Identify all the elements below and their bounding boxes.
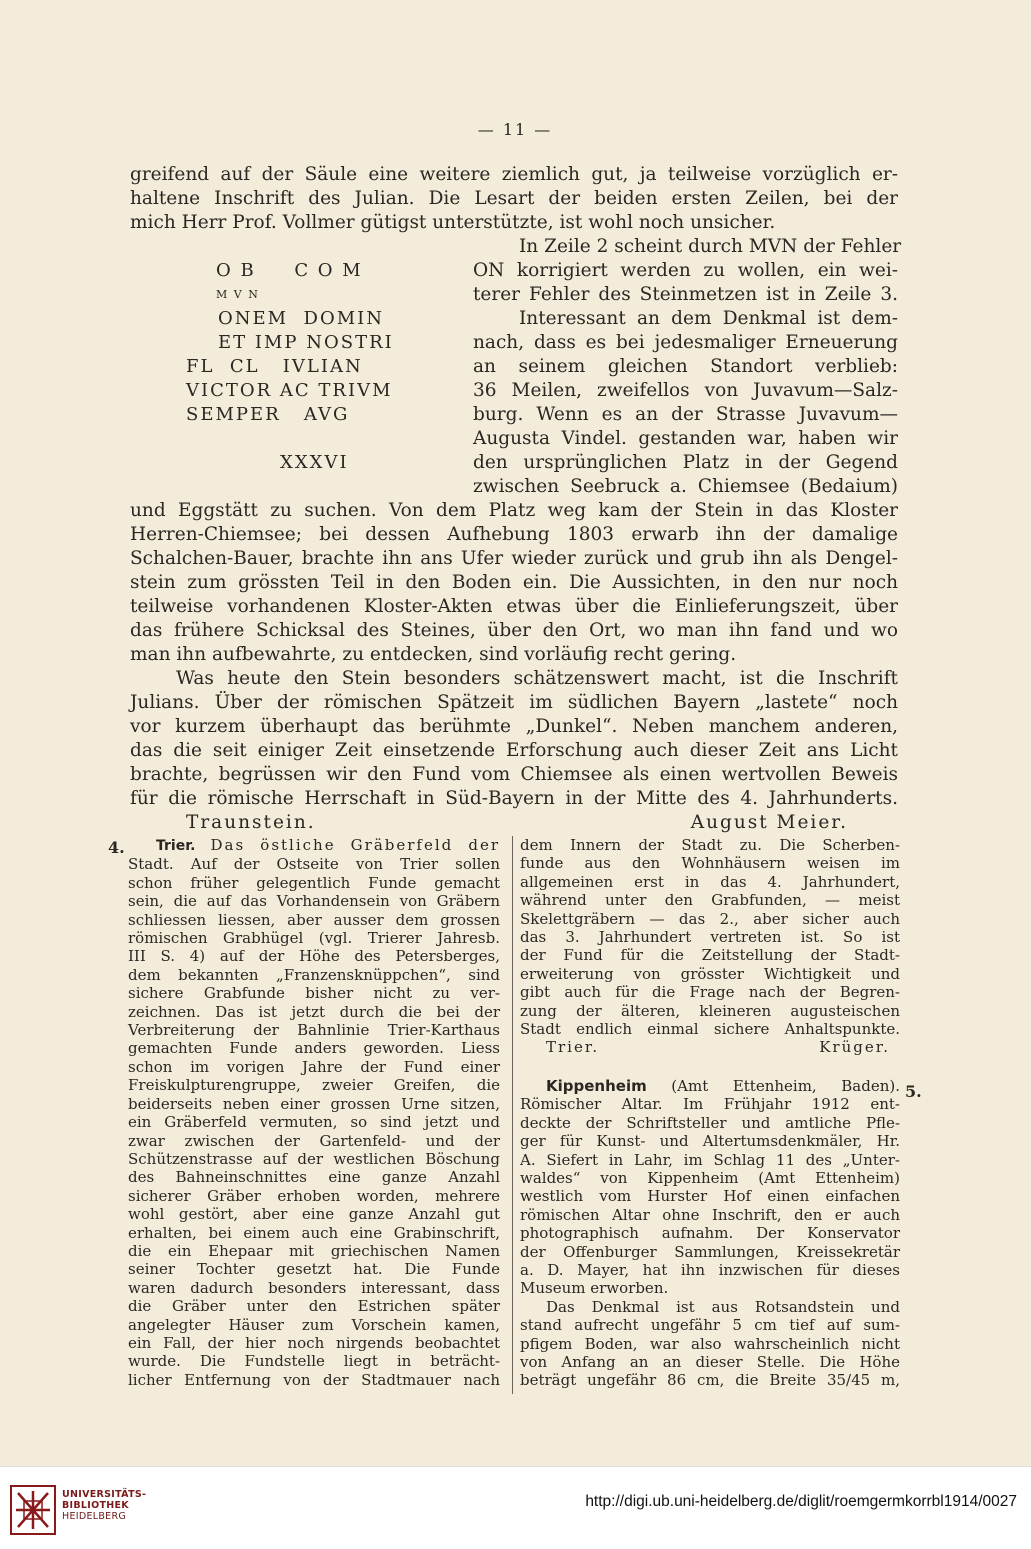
text-line: Freiskulpturengruppe, zweier Greifen, die (128, 1076, 500, 1095)
signature-author: August Meier. (690, 812, 848, 833)
text-line: Julians. Über der römischen Spätzeit im südlichen Bayern „lastete“ noch (130, 692, 898, 713)
article-5-heading: Kippenheim (546, 1076, 647, 1095)
inscription-line: M V N (216, 288, 260, 301)
signature-line (130, 811, 898, 835)
text-line: stein zum grössten Teil in den Boden ein. Die Aussichten, in den nur noch (130, 572, 898, 593)
library-name-line: HEIDELBERG (62, 1511, 127, 1522)
text-line: ein Gräberfeld vermuten, so sind jetzt und (128, 1113, 500, 1132)
text-line: III S. 4) auf der Höhe des Petersberges, (128, 947, 500, 966)
inscription-line: SEMPER AVG (186, 404, 350, 425)
article-5-location: (Amt Ettenheim, Baden). (646, 1076, 900, 1095)
text-line: greifend auf der Säule eine weitere ziemlich gut, ja teilweise vorzüglich er- (130, 164, 898, 185)
inscription-line: VICTOR AC TRIVM (186, 380, 393, 401)
text-line: Interessant an dem Denkmal ist dem- (519, 308, 898, 329)
inscription-commentary (473, 235, 902, 499)
signature-place: Traunstein. (186, 812, 316, 833)
text-line: man ihn aufbewahrte, zu entdecken, sind vorläufig recht gering. (130, 644, 737, 665)
text-line: römischen Altar ohne Inschrift, den er auch (520, 1205, 900, 1224)
article-number-4: 4. (108, 838, 125, 857)
text-line: haltene Inschrift des Julian. Die Lesart der beiden ersten Zeilen, bei der (130, 188, 898, 209)
text-line: gibt auch für die Frage nach der Begren- (520, 983, 900, 1002)
text-line: nach, dass es bei jedesmaliger Erneuerung (473, 332, 898, 353)
library-name-line: BIBLIOTHEK (62, 1500, 129, 1511)
text-line: Was heute den Stein besonders schätzenswert macht, ist die Inschrift (176, 668, 898, 689)
text-line: zwischen Seebruck a. Chiemsee (Bedaium) (473, 476, 898, 497)
text-line: Verbreiterung der Bahnlinie Trier-Karthaus (128, 1021, 500, 1040)
body-paragraph-2 (130, 667, 898, 811)
inscription-line: FL CL IVLIAN (186, 356, 363, 377)
text-line: ger für Kunst- und Altertumsdenkmäler, Hr. (520, 1132, 900, 1151)
text-line: Skelettgräbern — das 2., aber sicher auch (520, 909, 900, 928)
text-line: von Anfang an an dieser Stelle. Die Höhe (520, 1352, 900, 1371)
text-line: beträgt ungefähr 86 cm, die Breite 35/45 m, (520, 1371, 900, 1390)
inscription-line (130, 427, 473, 451)
column-divider (512, 836, 513, 1394)
text-line: schon früher gelegentlich Funde gemacht (128, 873, 500, 892)
library-name-line: UNIVERSITÄTS- (62, 1489, 147, 1500)
text-line: ein Fall, der hier noch nirgends beobachtet (128, 1333, 500, 1352)
text-line: schliessen liessen, aber ausser dem grossen (128, 910, 500, 929)
article-5-heading-line (520, 1077, 900, 1095)
two-column-section (128, 836, 900, 1394)
text-line: A. Siefert in Lahr, im Schlag 11 des „Unter- (520, 1150, 900, 1169)
signature-place: Trier. (546, 1038, 600, 1057)
text-line: Das östliche Gräberfeld der (195, 836, 500, 854)
text-line: beiderseits neben einer grossen Urne sitzen, (128, 1094, 500, 1113)
text-line: photographisch aufnahm. Der Konservator (520, 1224, 900, 1243)
text-line: das die seit einiger Zeit einsetzende Erforschung auch dieser Zeit ans Licht (130, 740, 898, 761)
text-line: waren dadurch besonders interessant, dass (128, 1278, 500, 1297)
inscription-line: ET IMP NOSTRI (218, 332, 394, 353)
text-line: Stadt endlich einmal sichere Anhaltspunkte. (520, 1020, 900, 1039)
text-line: Augusta Vindel. gestanden war, haben wir (473, 428, 898, 449)
signature-line-2 (520, 1038, 900, 1056)
intro-paragraph (130, 163, 898, 235)
text-line: und Eggstätt zu suchen. Von dem Platz weg kam der Stein in das Kloster (130, 500, 898, 521)
text-line: wurde. Die Fundstelle liegt in beträcht- (128, 1352, 500, 1371)
inscription-line: ONEM DOMIN (218, 308, 384, 329)
text-line: dem Innern der Stadt zu. Die Scherben- (520, 836, 900, 854)
footer-bar (0, 1466, 1031, 1549)
text-line: vor kurzem überhaupt das berühmte „Dunkel“. Neben manchem anderen, (130, 716, 898, 737)
text-line: deckte der Schriftsteller und amtliche Pfle- (520, 1113, 900, 1132)
text-line: zeichnen. Das ist jetzt durch die bei der (128, 1002, 500, 1021)
text-line: teilweise vorhandenen Kloster-Akten etwas über die Einlieferungszeit, über (130, 596, 898, 617)
inscription-line: XXXVI (280, 452, 349, 473)
text-line: der Offenburger Sammlungen, Kreissekretär (520, 1242, 900, 1261)
text-line: an seinem gleichen Standort verblieb: (473, 356, 898, 377)
university-seal-icon (10, 1485, 56, 1535)
upper-article (130, 163, 902, 835)
text-line: 36 Meilen, zweifellos von Juvavum—Salz- (473, 380, 898, 401)
inscription-text (130, 235, 473, 499)
page-number: — 11 — (477, 120, 553, 139)
text-line: sein, die auf das Vorhandensein von Gräbern (128, 892, 500, 911)
inscription-block (130, 235, 902, 499)
text-line: allgemeinen erst in das 4. Jahrhundert, (520, 872, 900, 891)
text-line: schon im vorigen Jahre der Fund einer (128, 1057, 500, 1076)
text-line: Schalchen-Bauer, brachte ihn ans Ufer wieder zurück und grub ihn als Dengel- (130, 548, 898, 569)
text-line: sicherer Gräber erhoben worden, mehrere (128, 1186, 500, 1205)
text-line: mich Herr Prof. Vollmer gütigst unterstützte, ist wohl noch unsicher. (130, 212, 776, 233)
text-line: während unter den Grabfunden, — meist (520, 891, 900, 910)
article-4-first-line (128, 836, 500, 855)
inscription-line: O B C O M (216, 260, 363, 281)
text-line: licher Entfernung von der Stadtmauer nach (128, 1370, 500, 1389)
text-line: funde aus den Wohnhäusern weisen im (520, 854, 900, 873)
text-line: Herren-Chiemsee; bei dessen Aufhebung 1803 erwarb ihn der damalige (130, 524, 898, 545)
article-number-5: 5. (905, 1082, 922, 1101)
text-line: Stadt. Auf der Ostseite von Trier sollen (128, 855, 500, 874)
text-line: brachte, begrüssen wir den Fund vom Chiemsee als einen wertvollen Beweis (130, 764, 898, 785)
text-line: das frühere Schicksal des Steines, über den Ort, wo man ihn fand und wo (130, 620, 898, 641)
text-line: Römischer Altar. Im Frühjahr 1912 ent- (520, 1095, 900, 1114)
text-line: zwar zwischen der Gartenfeld- und der (128, 1131, 500, 1150)
text-line: wohl gestört, aber eine ganze Anzahl gut (128, 1205, 500, 1224)
signature-author: Krüger. (819, 1038, 890, 1057)
text-line: für die römische Herrschaft in Süd-Bayern in der Mitte des 4. Jahrhunderts. (130, 788, 898, 809)
text-line: waldes“ von Kippenheim (Amt Ettenheim) (520, 1168, 900, 1187)
text-line: Schützenstrasse auf der westlichen Böschung (128, 1149, 500, 1168)
text-line: seiner Tochter gesetzt hat. Die Funde (128, 1260, 500, 1279)
text-line: gemachten Funde anders geworden. Liess (128, 1039, 500, 1058)
text-line: Museum erworben. (520, 1279, 669, 1298)
text-line: das 3. Jahrhundert vertreten ist. So ist (520, 928, 900, 947)
text-line: a. D. Mayer, hat ihn inzwischen für dieses (520, 1260, 900, 1279)
text-line: erweiterung von grösster Wichtigkeit und (520, 964, 900, 983)
text-line: römischen Grabhügel (vgl. Trierer Jahresb. (128, 929, 500, 948)
text-line: die ein Ehepaar mit griechischen Namen (128, 1241, 500, 1260)
article-4-heading: Trier. (156, 838, 196, 854)
right-column (520, 836, 900, 1394)
source-url-link[interactable]: http://digi.ub.uni-heidelberg.de/diglit/roemgermkorrbl1914/0027 (585, 1493, 1017, 1510)
text-line: sichere Grabfunde bisher nicht zu ver- (128, 984, 500, 1003)
text-line: der Fund für die Zeitstellung der Stadt- (520, 946, 900, 965)
text-line: Das Denkmal ist aus Rotsandstein und (546, 1297, 900, 1316)
text-line: westlich vom Hurster Hof einen einfachen (520, 1187, 900, 1206)
text-line: erhalten, bei einem auch eine Grabinschrift, (128, 1223, 500, 1242)
text-line: zung der älteren, kleineren augusteischen (520, 1001, 900, 1020)
text-line: angelegter Häuser zum Vorschein kamen, (128, 1315, 500, 1334)
text-line: burg. Wenn es an der Strasse Juvavum— (473, 404, 898, 425)
text-line: stand aufrecht ungefähr 5 cm tief auf sum- (520, 1316, 900, 1335)
text-line: den ursprünglichen Platz in der Gegend (473, 452, 898, 473)
text-line: In Zeile 2 scheint durch MVN der Fehler (519, 236, 902, 257)
text-line: dem bekannten „Franzensknüppchen“, sind (128, 965, 500, 984)
text-line: terer Fehler des Steinmetzen ist in Zeile 3. (473, 284, 898, 305)
text-line: pfigem Boden, war also wahrscheinlich nicht (520, 1334, 900, 1353)
text-line: die Gräber unter den Estrichen später (128, 1297, 500, 1316)
left-column (128, 836, 500, 1394)
text-line: des Bahneinschnittes eine ganze Anzahl (128, 1168, 500, 1187)
text-line: ON korrigiert werden zu wollen, ein wei- (473, 260, 898, 281)
library-name (62, 1489, 146, 1522)
body-paragraph (130, 499, 898, 667)
